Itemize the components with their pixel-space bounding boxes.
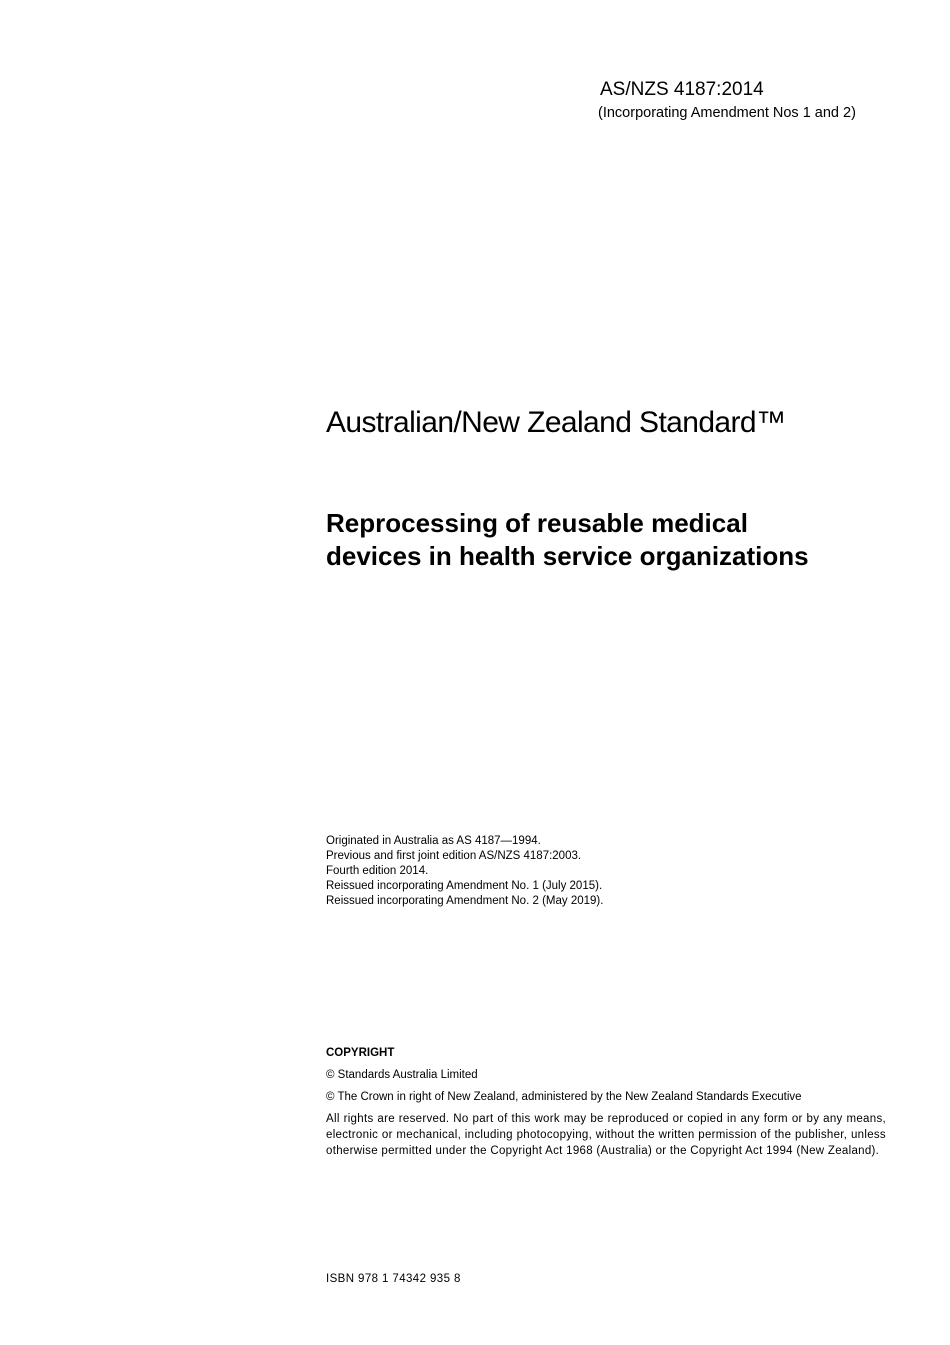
rights-statement: All rights are reserved. No part of this work may be reproduced or copied in any form or by any means, electronic or mechanical, including photocopying, without the written permission of the publisher, unless otherwise permitted under the Copyright Act 1968 (Australia) or the Copyright Act 1994 (New Zealand).: [326, 1113, 886, 1157]
history-item: Reissued incorporating Amendment No. 1 (July 2015).: [326, 880, 603, 892]
copyright-heading: COPYRIGHT: [326, 1047, 395, 1059]
edition-history: [326, 834, 603, 909]
copyright-standards-australia: © Standards Australia Limited: [326, 1069, 478, 1081]
document-title: [326, 507, 906, 573]
history-item: Previous and first joint edition AS/NZS 4187:2003.: [326, 850, 582, 862]
history-item: Originated in Australia as AS 4187—1994.: [326, 835, 541, 847]
isbn: ISBN 978 1 74342 935 8: [326, 1273, 461, 1285]
amendment-note: (Incorporating Amendment Nos 1 and 2): [598, 105, 856, 121]
standard-type-heading: Australian/New Zealand Standard™: [326, 406, 786, 439]
copyright-new-zealand: © The Crown in right of New Zealand, administered by the New Zealand Standards Executive: [326, 1091, 802, 1103]
document-title-line-2: devices in health service organizations: [326, 541, 809, 571]
history-item: Fourth edition 2014.: [326, 865, 429, 877]
history-item: Reissued incorporating Amendment No. 2 (May 2019).: [326, 895, 604, 907]
document-title-line-1: Reprocessing of reusable medical: [326, 508, 748, 538]
copyright-block: [326, 1045, 886, 1159]
standard-number: AS/NZS 4187:2014: [600, 79, 764, 100]
